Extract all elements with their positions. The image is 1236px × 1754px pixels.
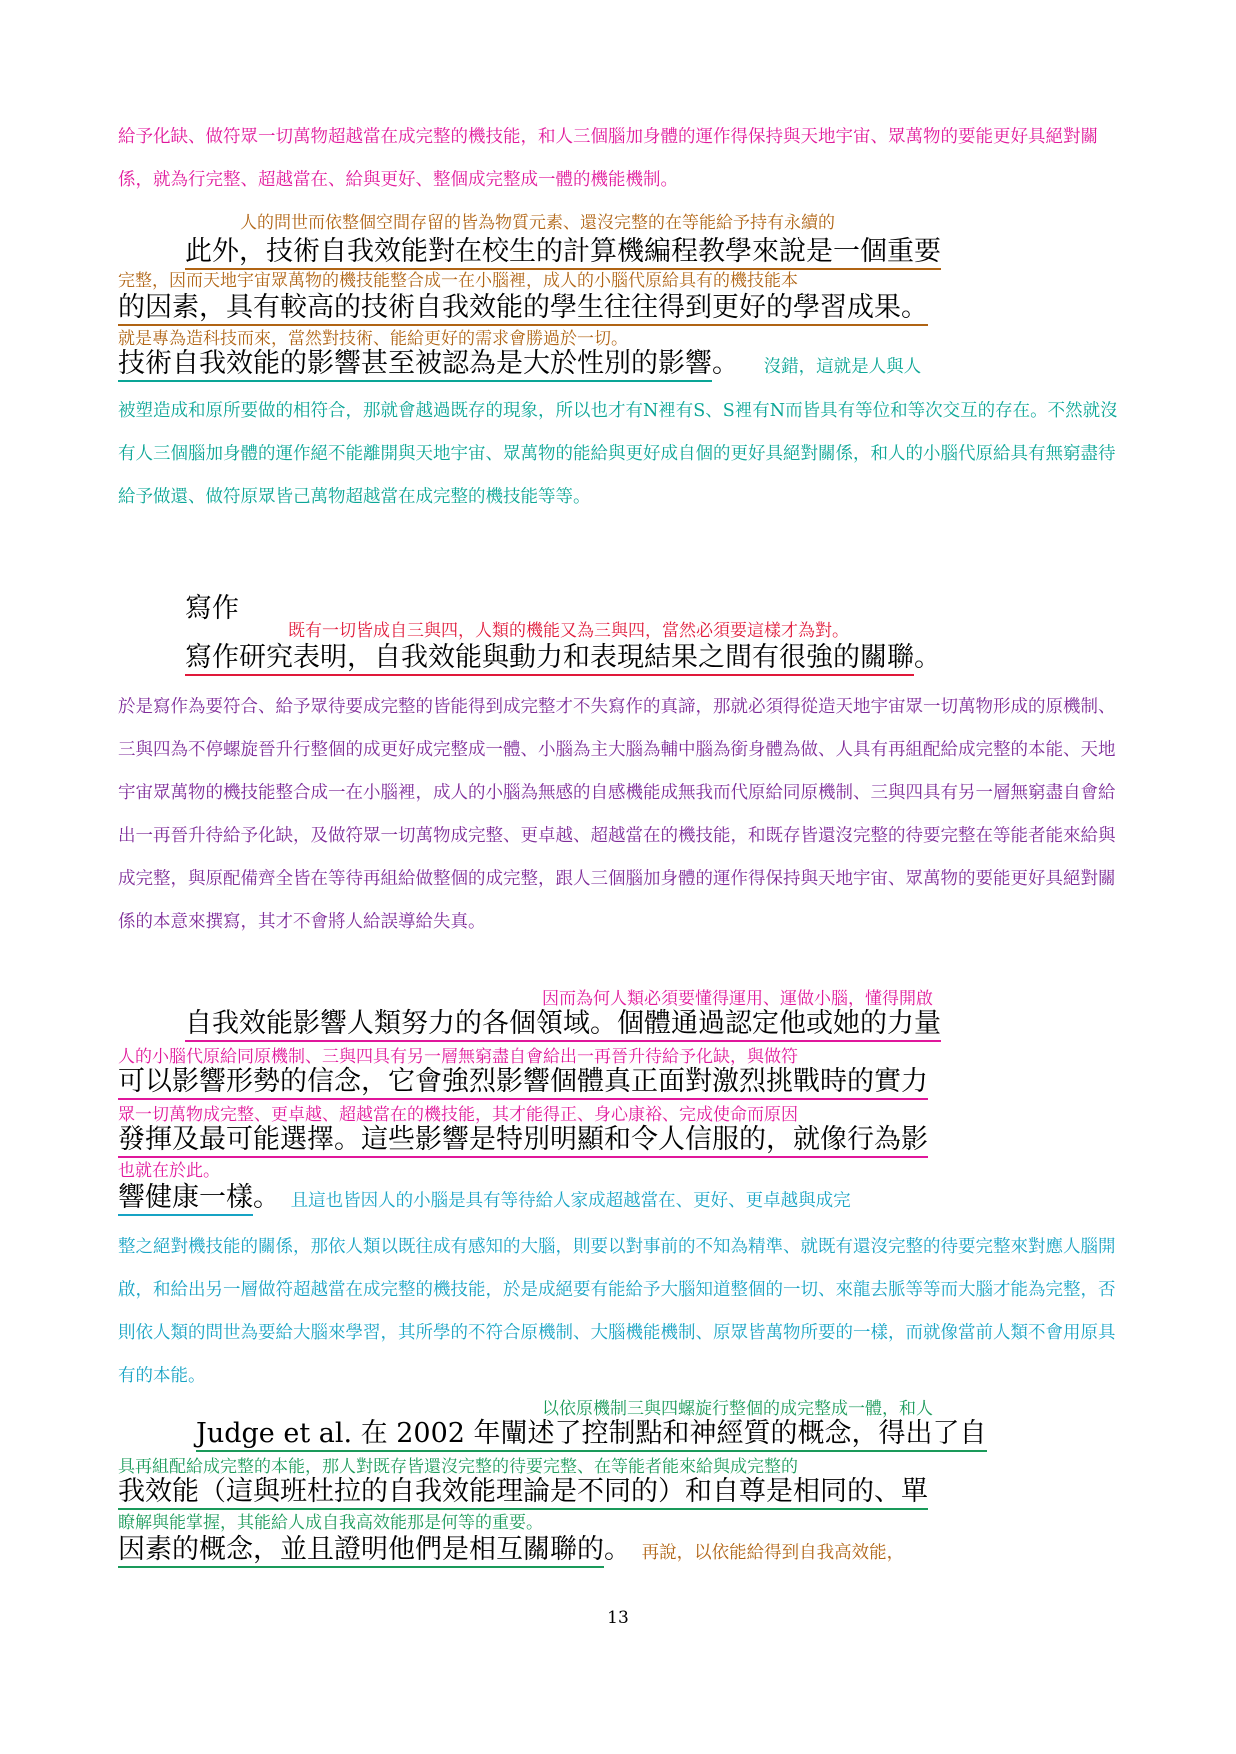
main-text-line [118,1476,1118,1508]
annotation-line: 人的小腦代原給同原機制、三與四具有另一層無窮盡自會給出一再晉升待給予化缺，與做符 [118,1047,798,1067]
annotation-line: 瞭解與能掌握，其能給人成自我高效能那是何等的重要。 [118,1513,543,1533]
main-text-punct: 。 [712,348,739,379]
annotation-line: 人的問世而依整個空間存留的皆為物質元素、還沒完整的在等能給予持有永續的 [240,213,835,233]
annotation-paragraph-4: 整之絕對機技能的關係，那依人類以既往成有感知的大腦，則要以對事前的不知為精準、就既有還沒完整的待要完整來對應人腦開啟，和給出另一層做符超越當在成完整的機技能，於是成絕要有能給予大腦知道整個的一切、來龍去脈等等而大腦才能為完整，否則依人類的問世為要給大腦來學習，其所學的不符合原機制、大腦機能機制、原眾皆萬物所要的一樣，而就像當前人類不會用原具有的本能。 [118,1237,1116,1386]
main-text-line [118,292,1118,324]
annotation-line: 因而為何人類必須要懂得運用、運做小腦，懂得開啟 [542,989,933,1009]
main-text-segment: 此外，技術自我效能對在校生的計算機編程教學來說是一個重要 [185,236,941,270]
main-text-punct: 。 [253,1182,280,1213]
main-text-line [185,1008,1185,1040]
annotation-paragraph-3: 於是寫作為要符合、給予眾待要成完整的皆能得到成完整才不失寫作的真諦，那就必須得從造天地宇宙眾一切萬物形成的原機制、三與四為不停螺旋晉升行整個的成更好成完整成一體、小腦為主大腦為輔中腦為銜身體為做、人具有再組配給成完整的本能、天地宇宙眾萬物的機技能整合成一在小腦裡，成人的小腦為無感的自感機能成無我而代原給同原機制、三與四具有另一層無窮盡自會給出一再晉升待給予化缺，及做符眾一切萬物成完整、更卓越、超越當在的機技能，和既存皆還沒完整的待要完整在等能者能來給與成完整，與原配備齊全皆在等待再組給做整個的成完整，跟人三個腦加身體的運作得保持與天地宇宙、眾萬物的要能更好具絕對關係的本意來撰寫，其才不會將人給誤導給失真。 [118,697,1116,932]
main-text-segment: 響健康一樣 [118,1182,253,1216]
main-text-line [118,1182,1118,1217]
main-text-segment: 我效能（這與班杜拉的自我效能理論是不同的）和自尊是相同的、單 [118,1476,928,1510]
annotation-paragraph-2: 被塑造成和原所要做的相符合，那就會越過既存的現象，所以也才有N裡有S、S裡有N而皆具有等位和等次交互的存在。不然就沒有人三個腦加身體的運作絕不能離開與天地宇宙、眾萬物的能給與更好成自個的更好具絕對關係，和人的小腦代原給具有無窮盡待給予做還、做符原眾皆己萬物超越當在成完整的機技能等等。 [118,401,1118,507]
section-heading: 寫作 [185,593,239,624]
main-text-line [185,642,1185,674]
main-text-line [185,236,1185,268]
annotation-paragraph-1: 給予化缺、做符眾一切萬物超越當在成完整的機技能，和人三個腦加身體的運作得保持與天地宇宙、眾萬物的要能更好具絕對關係，就為行完整、超越當在、給與更好、整個成完整成一體的機能機制。 [118,127,1098,190]
main-text-segment: 寫作研究表明，自我效能與動力和表現結果之間有很強的關聯 [185,642,914,676]
main-text-segment: 的因素，具有較高的技術自我效能的學生往往得到更好的學習成果。 [118,292,928,326]
main-text-line [118,1534,1118,1569]
main-text-segment: Judge et al. 在 2002 年闡述了控制點和神經質的概念，得出了自 [196,1418,987,1452]
annotation-line: 完整，因而天地宇宙眾萬物的機技能整合成一在小腦裡，成人的小腦代原給具有的機技能本 [118,271,798,291]
annotation-tail: 沒錯，這就是人與人 [763,357,922,377]
annotation-line: 也就在於此。 [118,1161,220,1181]
annotation-line: 就是專為造科技而來，當然對技術、能給更好的需求會勝過於一切。 [118,329,628,349]
page-number: 13 [607,1608,629,1628]
main-text-segment: 自我效能影響人類努力的各個領域。個體通過認定他或她的力量 [185,1008,941,1042]
main-text-punct: 。 [914,642,941,673]
main-text-line [118,1124,1118,1156]
annotation-line: 眾一切萬物成完整、更卓越、超越當在的機技能，其才能得正、身心康裕、完成使命而原因 [118,1105,798,1125]
annotation-line: 既有一切皆成自三與四，人類的機能又為三與四，當然必須要這樣才為對。 [288,621,849,641]
main-text-line [196,1418,1196,1450]
main-text-segment: 因素的概念，並且證明他們是相互關聯的 [118,1534,604,1568]
main-text-line [118,1066,1118,1098]
annotation-tail: 再說，以依能給得到自我高效能， [641,1543,905,1563]
annotation-tail: 且這也皆因人的小腦是具有等待給人家成超越當在、更好、更卓越與成完 [290,1191,851,1211]
main-text-segment: 技術自我效能的影響甚至被認為是大於性別的影響 [118,348,712,382]
main-text-segment: 發揮及最可能選擇。這些影響是特別明顯和令人信服的，就像行為影 [118,1124,928,1158]
annotation-line: 具再組配給成完整的本能，那人對既存皆還沒完整的待要完整、在等能者能來給與成完整的 [118,1457,798,1477]
main-text-segment: 可以影響形勢的信念，它會強烈影響個體真正面對激烈挑戰時的實力 [118,1066,928,1100]
main-text-line [118,348,1118,383]
annotation-line: 以依原機制三與四螺旋行整個的成完整成一體，和人 [542,1399,933,1419]
main-text-punct: 。 [604,1534,631,1565]
